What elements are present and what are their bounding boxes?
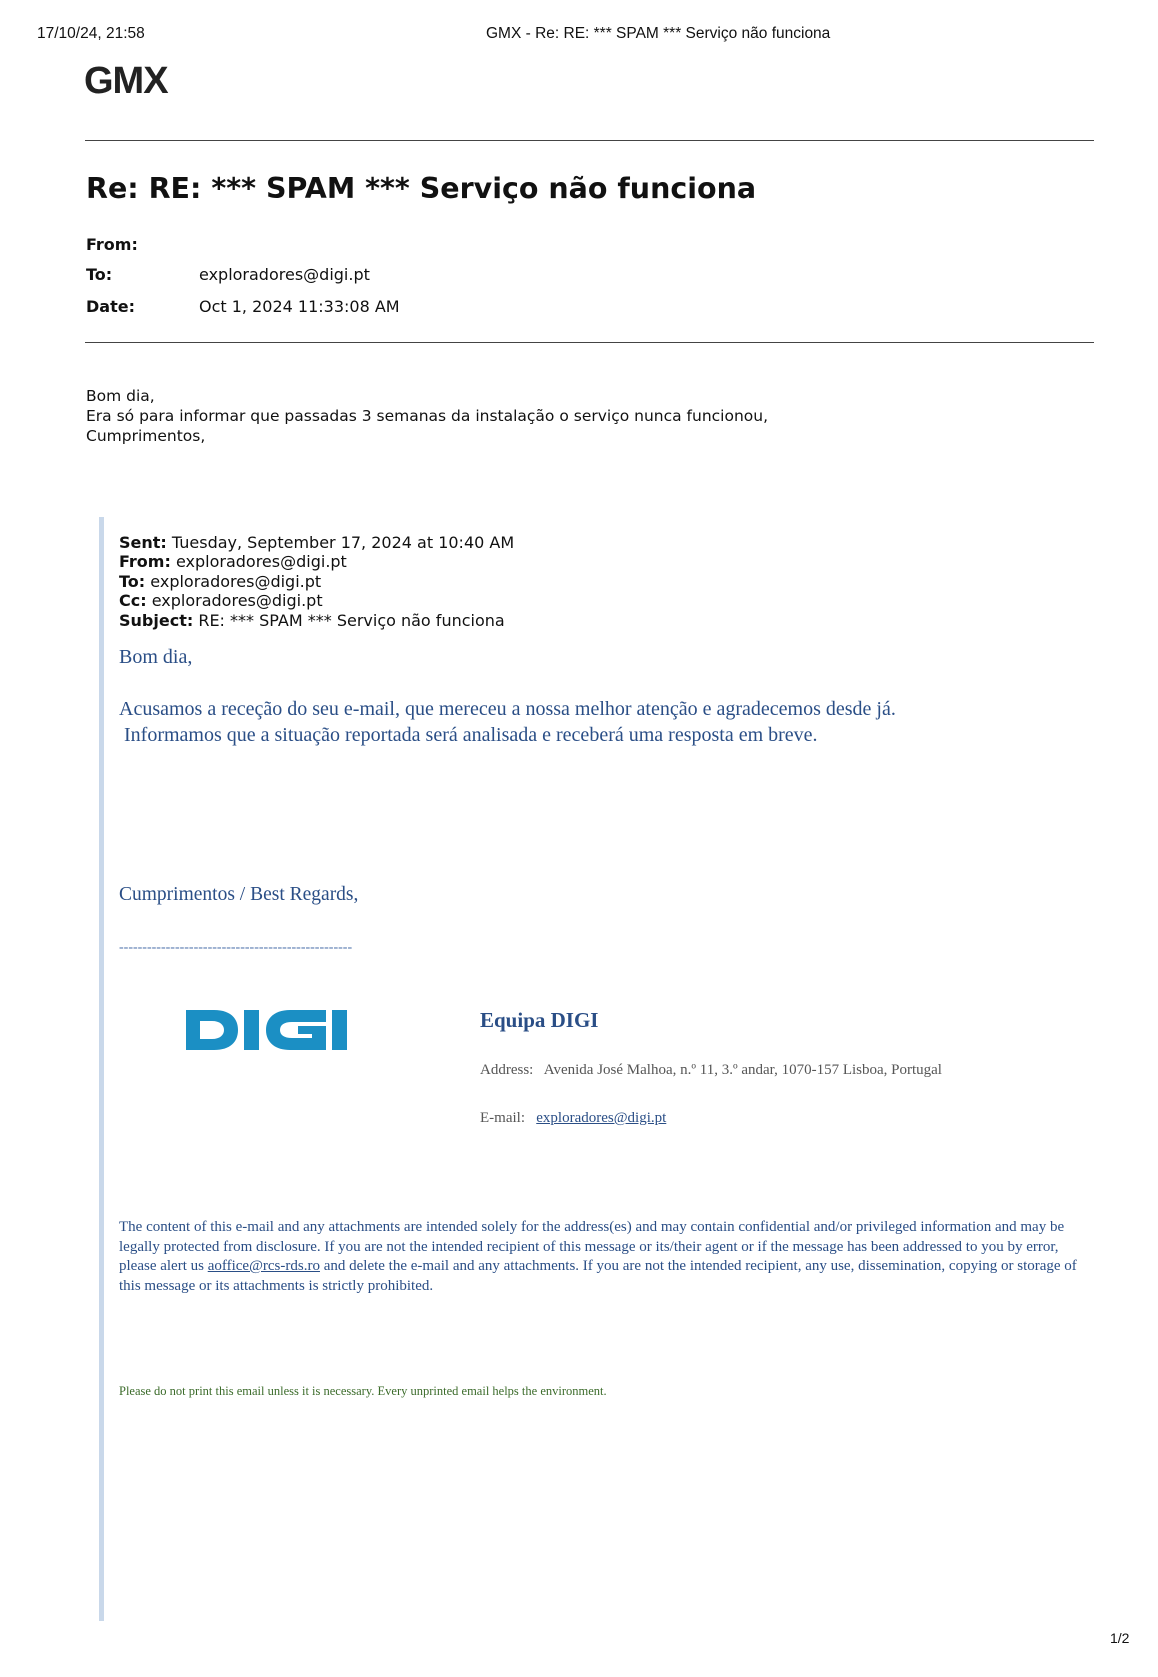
email-subject: Re: RE: *** SPAM *** Serviço não funciona	[86, 172, 757, 205]
print-datetime: 17/10/24, 21:58	[37, 25, 145, 42]
email-body	[86, 386, 768, 446]
quoted-from-value: exploradores@digi.pt	[175, 552, 347, 572]
divider-top	[85, 140, 1094, 141]
address-value: Avenida José Malhoa, n.º 11, 3.º andar, 1070-157 Lisboa, Portugal	[543, 1062, 942, 1078]
quoted-paragraph	[119, 696, 896, 748]
quoted-greeting: Bom dia,	[119, 646, 193, 668]
meta-date-row	[86, 297, 400, 316]
quoted-from-label: From:	[119, 552, 171, 572]
meta-to-label: To:	[86, 265, 113, 284]
meta-from-label: From:	[86, 235, 138, 254]
quoted-cc-label: Cc:	[119, 591, 147, 611]
signature-separator: --------------------------------------------------	[119, 940, 353, 955]
quoted-sent-label: Sent:	[119, 533, 167, 552]
meta-to-value: exploradores@digi.pt	[199, 265, 370, 284]
quoted-to-label: To:	[119, 571, 146, 591]
legal-disclaimer	[119, 1218, 1089, 1296]
quoted-header	[119, 533, 514, 630]
signature-address	[480, 1062, 942, 1079]
quote-bar	[99, 517, 104, 1621]
address-label: Address:	[480, 1062, 534, 1078]
quoted-subject-value: RE: *** SPAM *** Serviço não funciona	[198, 610, 505, 630]
digi-logo	[186, 1008, 396, 1052]
gmx-logo: GMX	[84, 60, 168, 102]
quoted-paragraph-line: Informamos que a situação reportada será analisada e receberá uma resposta em breve.	[119, 724, 818, 746]
body-line: Cumprimentos,	[86, 427, 206, 445]
signature-email	[480, 1110, 666, 1127]
meta-to-row	[86, 265, 370, 284]
meta-date-label: Date:	[86, 297, 135, 316]
disclaimer-email-link[interactable]: aoffice@rcs-rds.ro	[207, 1258, 320, 1274]
environment-note: Please do not print this email unless it is necessary. Every unprinted email helps the environment.	[119, 1384, 607, 1398]
divider-bottom	[85, 342, 1094, 343]
quoted-to-value: exploradores@digi.pt	[150, 571, 322, 591]
body-line: Era só para informar que passadas 3 semanas da instalação o serviço nunca funcionou,	[86, 407, 769, 425]
meta-date-value: Oct 1, 2024 11:33:08 AM	[199, 297, 400, 316]
body-line: Bom dia,	[86, 387, 155, 405]
quoted-closing: Cumprimentos / Best Regards,	[119, 884, 359, 905]
signature-team: Equipa DIGI	[480, 1008, 599, 1032]
quoted-paragraph-line: Acusamos a receção do seu e-mail, que mereceu a nossa melhor atenção e agradecemos desde já.	[119, 698, 896, 720]
disclaimer-text: The content of this e-mail and any attachments are intended solely for the address(es) and may contain confidential and/or privileged information and may be legally protected from disclosure. If you are not the intended recipient of this message or its/their agent or if the message has been addressed to you by error, please alert us	[119, 1219, 1065, 1274]
disclaimer-text: and delete the e-mail and any attachments. If you are not the intended recipient, any use, dissemination, copying or storage of this message or its attachments is strictly prohibited.	[119, 1258, 1077, 1294]
quoted-cc-value: exploradores@digi.pt	[151, 591, 323, 611]
signature-email-link[interactable]: exploradores@digi.pt	[536, 1110, 667, 1126]
meta-from-row	[86, 235, 199, 254]
quoted-sent-value: Tuesday, September 17, 2024 at 10:40 AM	[171, 533, 515, 552]
quoted-subject-label: Subject:	[119, 610, 194, 630]
page-number: 1/2	[1110, 1630, 1130, 1646]
email-label: E-mail:	[480, 1110, 525, 1126]
print-page-title: GMX - Re: RE: *** SPAM *** Serviço não funciona	[486, 25, 831, 42]
